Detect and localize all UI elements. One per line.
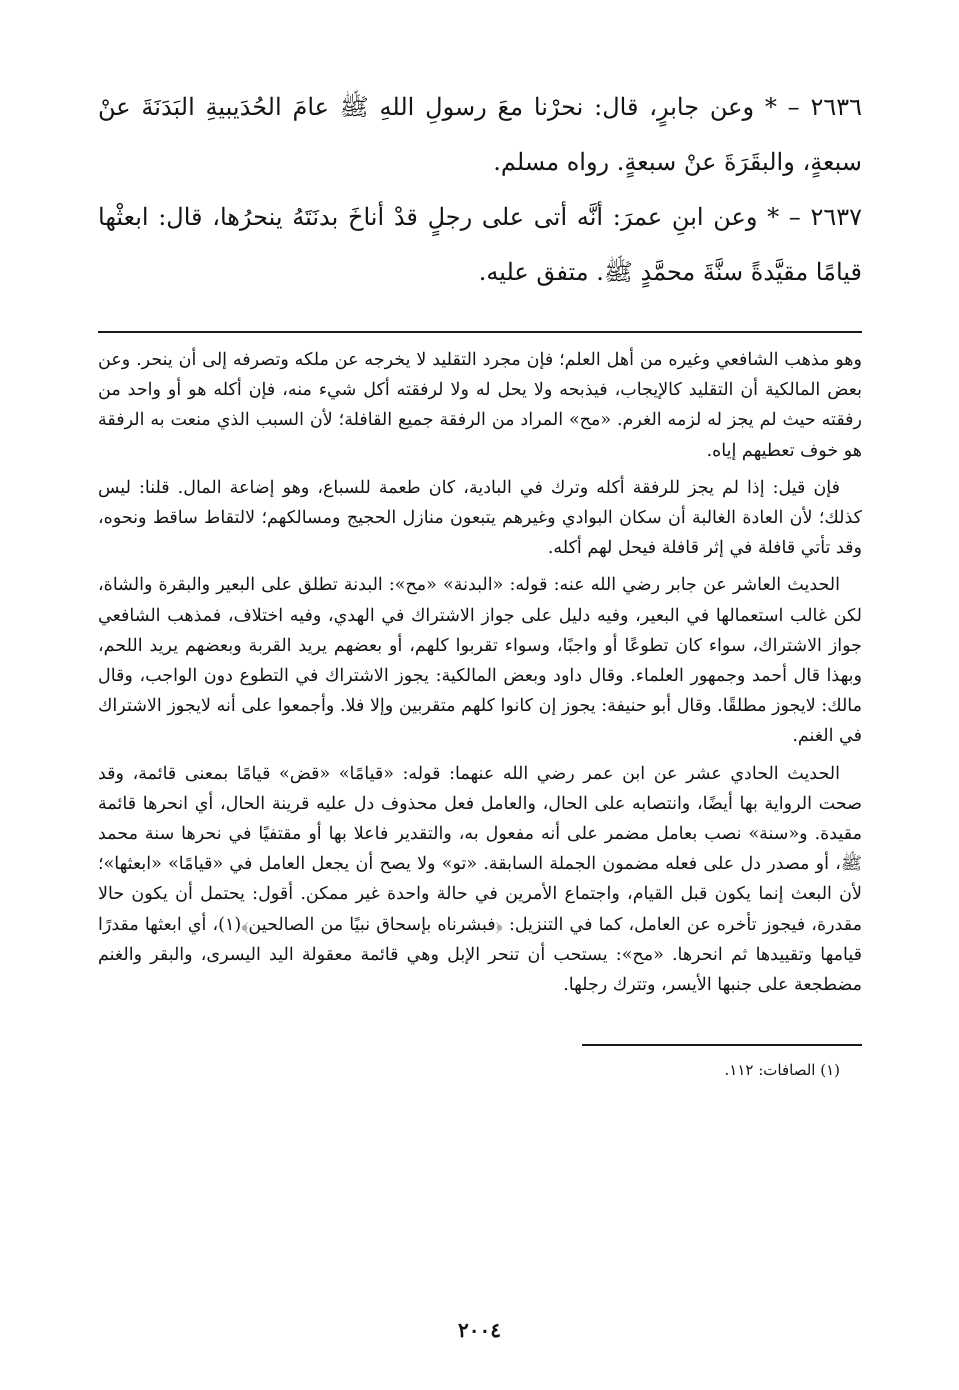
footnote-divider xyxy=(582,1044,862,1046)
hadith-2637: ٢٦٣٧ – * وعن ابنِ عمرَ: أنَّه أتى على رجلٍ قدْ أناخَ بدنَتَهُ ينحرُها، قال: ابعثْها قيامًا مقيَّدةً سنَّةَ محمَّدٍ ﷺ. متفق عليه. xyxy=(98,203,862,286)
commentary-paragraph: الحديث الحادي عشر عن ابن عمر رضي الله عنهما: قوله: «قيامًا» «قض» قيامًا بمعنى قائمة، وقد صحت الرواية بها أيضًا، وانتصابه على الحال، والعامل فعل محذوف دل عليه قرينة الحال، أي انحرها قائمة مقيدة. و«سنة» نصب بعامل مضمر على أنه مفعول به، والتقدير فاعلا بها أو مقتفيًا في نحرها سنة محمد ﷺ، أو مصدر دل على فعله مضمون الجملة السابقة. «تو» ولا يصح أن يجعل العامل في «قيامًا» «ابعثها»؛ لأن البعث إنما يكون قبل القيام، واجتماع الأمرين في حالة واحدة غير ممكن. أقول: يحتمل أن يكون حالا مقدرة، فيجوز تأخره عن العامل، كما في التنزيل: ﴿فبشرناه بإسحاق نبيًا من الصالحين﴾(١)، أي ابعثها مقدرًا قيامها وتقييدها ثم انحرها. «مح»: يستحب أن تنحر الإبل وهي قائمة معقولة اليد اليسرى، والبقر والغنم مضطجعة على جنبها الأيسر، وتترك رجلها. xyxy=(98,763,862,996)
footnote: (١) الصافات: ١١٢. xyxy=(724,1061,840,1080)
page-number: ٢٠٠٤ xyxy=(458,1318,501,1342)
section-divider xyxy=(98,331,862,333)
commentary-paragraph: فإن قيل: إذا لم يجز للرفقة أكله وترك في البادية، كان طعمة للسباع، وهو إضاعة المال. قلنا: ليس كذلك؛ لأن العادة الغالبة أن سكان البوادي وغيرهم يتبعون منازل الحجيج ومسالكهم؛ لالتقاط ساقط ونحوه، وقد تأتي قافلة في إثر قافلة فيحل لهم أكله. xyxy=(98,477,862,559)
commentary xyxy=(98,345,862,1000)
page-body xyxy=(98,80,862,1082)
hadith-2636: ٢٦٣٦ – * وعن جابرٍ، قال: نحرْنا معَ رسولِ اللهِ ﷺ عامَ الحُدَيبيةِ البَدَنَةَ عنْ سبعةٍ، والبقَرَةَ عنْ سبعةٍ. رواه مسلم. xyxy=(98,93,862,176)
commentary-paragraph: الحديث العاشر عن جابر رضي الله عنه: قوله: «البدنة» «مح»: البدنة تطلق على البعير والبقرة والشاة، لكن غالب استعمالها في البعير، وفيه دليل على جواز الاشتراك في الهدي، وفيه اختلاف، فمذهب الشافعي جواز الاشتراك، سواء كان تطوعًا أو واجبًا، وسواء تقربوا كلهم، أو بعضهم يريد القربة وبعضهم يريد اللحم، وبهذا قال أحمد وجمهور العلماء. وقال داود وبعض المالكية: يجوز الاشتراك في التطوع دون الواجب، وقال مالك: لايجوز مطلقًا. وقال أبو حنيفة: يجوز إن كانوا كلهم متقربين وإلا فلا. وأجمعوا على أنه لايجوز الاشتراك في الغنم. xyxy=(98,575,862,747)
commentary-paragraph: وهو مذهب الشافعي وغيره من أهل العلم؛ فإن مجرد التقليد لا يخرجه عن ملكه وتصرفه إلى أن ينحر. وعن بعض المالكية أن التقليد كالإيجاب، فيذبحه ولا يحل له ولا لرفقته أكل شيء منه، فإن أكله هو أو واحد من رفقته حيث لم يجز له لزمه الغرم. «مح» المراد من الرفقة جميع القافلة؛ لأن السبب الذي منعت به الرفقة هو خوف تعطيهم إياه. xyxy=(98,350,862,461)
